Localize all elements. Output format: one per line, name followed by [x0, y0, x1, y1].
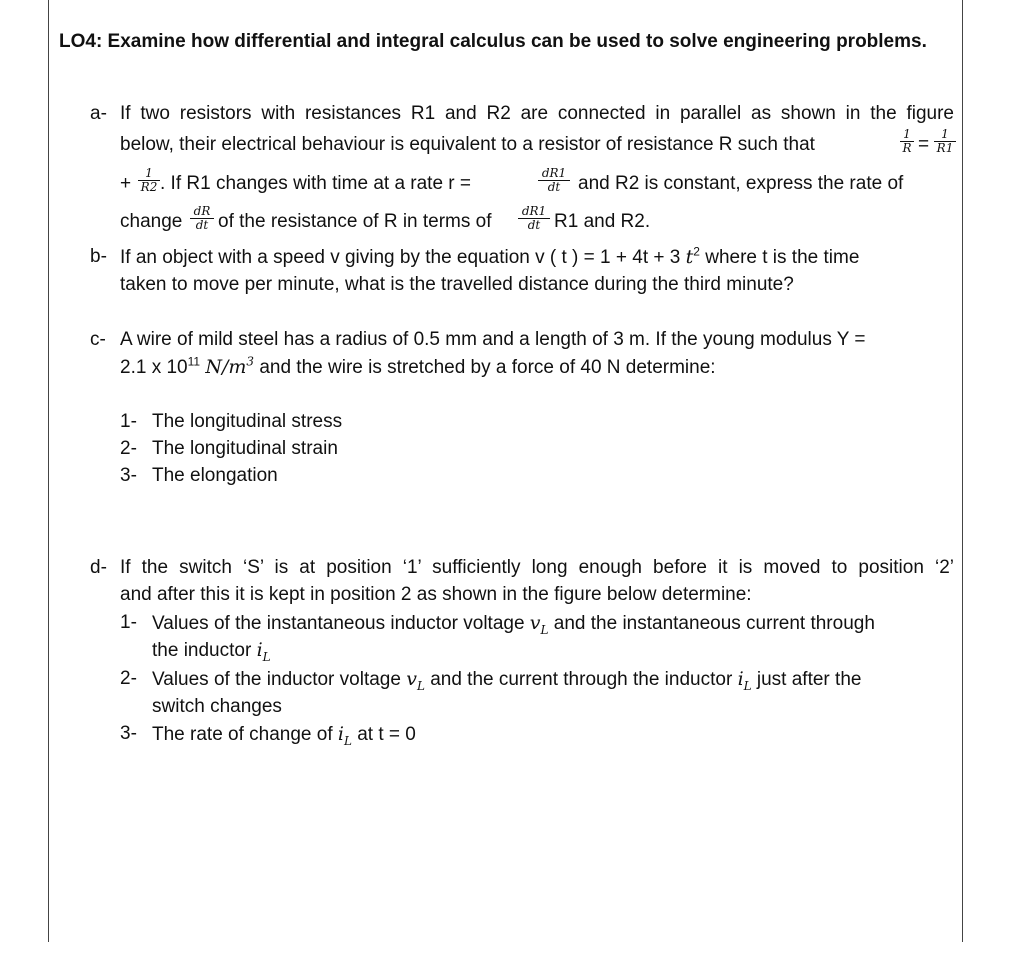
question-c-item1: The longitudinal stress: [152, 411, 343, 432]
fraction-dR-dt: $\frac{dR}{dt}$: [190, 205, 214, 232]
variable-t: t: [685, 246, 694, 268]
equals-sign: =: [918, 134, 930, 155]
question-a-marker: a-: [90, 103, 107, 124]
plus-sign: +: [120, 173, 132, 194]
question-d-item1-line2: [152, 638, 271, 663]
question-b-marker: b-: [90, 246, 107, 267]
fraction-dR1-dt: $\frac{dR1}{dt}$: [538, 167, 570, 194]
question-a-line3-end: and R2 is constant, express the rate of: [578, 173, 904, 194]
question-d-item2-line2: switch changes: [152, 696, 282, 717]
question-b-line1: [120, 245, 859, 270]
fraction-1-over-R: $\frac{1}{R}$: [900, 128, 914, 155]
item3-text-a: The rate of change of: [152, 724, 333, 745]
question-c-item2-number: 2-: [120, 438, 137, 459]
item2-text-a: Values of the inductor voltage: [152, 669, 401, 690]
item1-text-b: and the instantaneous current through: [553, 613, 875, 634]
item2-text-c: just after the: [756, 669, 862, 690]
item3-text-b: at t = 0: [357, 724, 416, 745]
question-d-item3-number: 3-: [120, 723, 137, 744]
question-d-item1-number: 1-: [120, 612, 137, 633]
modulus-value: 2.1 x 10: [120, 357, 188, 378]
unit-n-per-m: N/m: [205, 356, 247, 378]
question-b-line1-end: where t is the time: [705, 247, 860, 268]
item2-text-b: and the current through the inductor: [430, 669, 733, 690]
question-d-line1: If the switch ‘S’ is at position ‘1’ sufficiently long enough before it is moved to position ‘2’: [120, 557, 954, 578]
learning-outcome-heading: LO4: Examine how differential and integral calculus can be used to solve engineering problems.: [59, 31, 927, 52]
exponent-2: 2: [693, 244, 700, 259]
exponent-3: 3: [246, 354, 255, 369]
question-b-line2: taken to move per minute, what is the travelled distance during the third minute?: [120, 274, 794, 295]
question-a-line3: . If R1 changes with time at a rate r =: [160, 173, 472, 194]
item1-text-c: the inductor: [152, 640, 252, 661]
fraction-dR1-dt-second: $\frac{dR1}{dt}$: [518, 205, 550, 232]
question-d-item2-number: 2-: [120, 668, 137, 689]
question-a-line2: below, their electrical behaviour is equivalent to a resistor of resistance R such that: [120, 134, 815, 155]
question-a-line1: If two resistors with resistances R1 and R2 are connected in parallel as shown in the figure: [120, 103, 954, 124]
fraction-1-over-R2: $\frac{1}{R2}$: [138, 167, 160, 194]
question-d-marker: d-: [90, 557, 107, 578]
fraction-1-over-R1: $\frac{1}{R1}$: [934, 128, 956, 155]
inductor-current-symbol: $i_L$: [337, 723, 352, 748]
inductor-current-symbol: $i_L$: [737, 668, 752, 693]
question-c-item3-number: 3-: [120, 465, 137, 486]
question-c-item1-number: 1-: [120, 411, 137, 432]
question-c-marker: c-: [90, 329, 106, 350]
item1-text-a: Values of the instantaneous inductor voltage: [152, 613, 525, 634]
question-a-line4-start: change: [120, 211, 183, 232]
question-a-line4-end: R1 and R2.: [554, 211, 651, 232]
exponent-11: 11: [187, 354, 201, 369]
question-c-item2: The longitudinal strain: [152, 438, 338, 459]
question-c-line2-end: and the wire is stretched by a force of 40 N determine:: [259, 357, 716, 378]
inductor-voltage-symbol: $v_L$: [529, 612, 549, 637]
question-d-line2: and after this it is kept in position 2 as shown in the figure below determine:: [120, 584, 752, 605]
question-d-item1-line1: [152, 611, 875, 636]
inductor-current-symbol: $i_L$: [256, 639, 271, 664]
question-a-line4-mid: of the resistance of R in terms of: [218, 211, 492, 232]
inductor-voltage-symbol: $v_L$: [406, 668, 425, 693]
question-c-line1: A wire of mild steel has a radius of 0.5 mm and a length of 3 m. If the young modulus Y =: [120, 329, 866, 350]
question-d-item3: [152, 722, 416, 747]
question-c-item3: The elongation: [152, 465, 278, 486]
question-b-equation-text: If an object with a speed v giving by the equation v ( t ) = 1 + 4t + 3: [120, 247, 681, 268]
question-d-item2-line1: [152, 667, 861, 692]
question-c-line2: [120, 355, 716, 380]
